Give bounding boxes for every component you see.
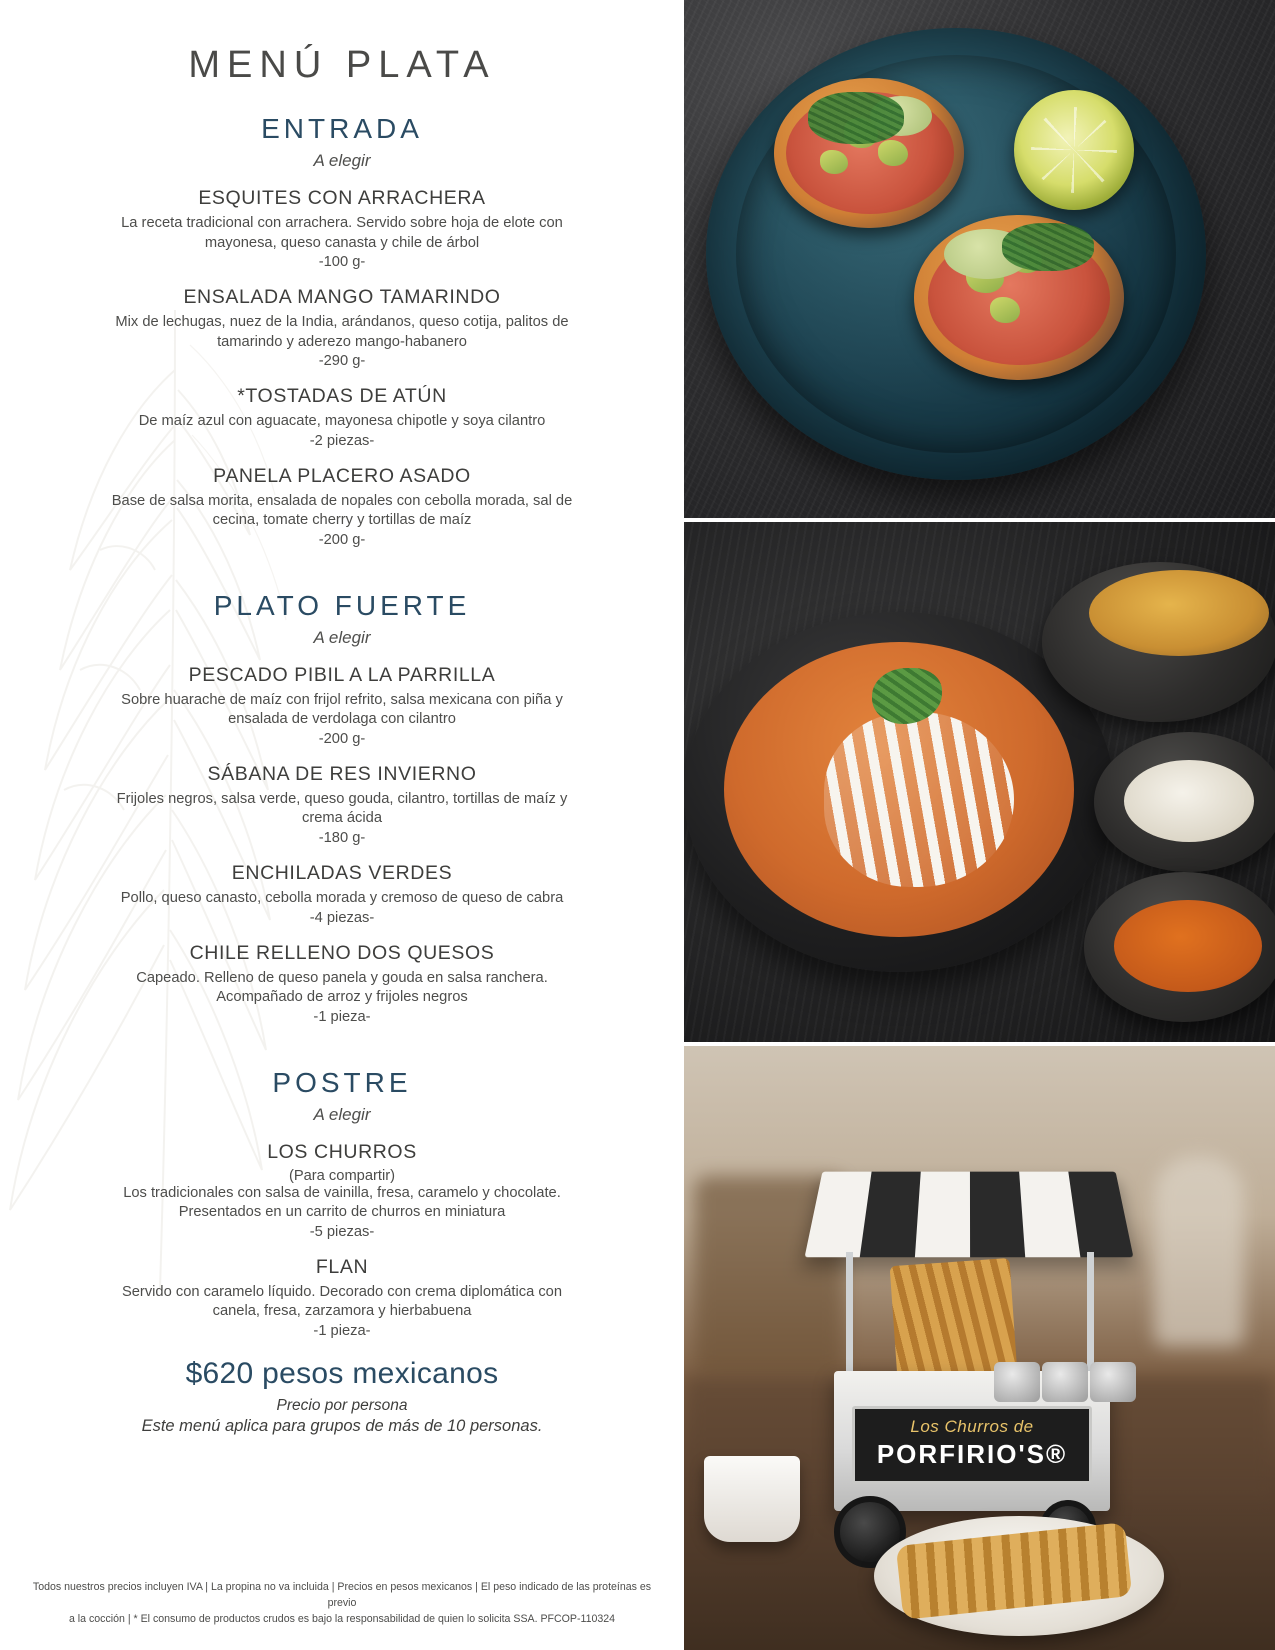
dish-name: *TOSTADAS DE ATÚN [237,385,447,408]
dish-item [60,1141,624,1240]
avocado-cube [878,140,908,166]
section-subheading: A elegir [313,151,371,170]
dish-name: ENSALADA MANGO TAMARINDO [183,286,501,309]
sauce-pot [1042,1362,1088,1402]
dish-item [60,763,624,846]
dish-quantity: -200 g- [318,531,366,548]
dish-name: FLAN [315,1255,369,1278]
dish-quantity: -100 g- [318,254,366,271]
background-wine-glass [1154,1156,1244,1346]
section-entrada [60,113,624,548]
tortillas [1089,570,1269,656]
dish-description: Base de salsa morita, ensalada de nopales con cebolla morada, sal de cecina, tomate cherry y tortillas de maíz [111,492,573,529]
crema-drizzle [824,712,1014,887]
photo-soup-and-molcajetes [684,522,1275,1042]
lime-half [1014,90,1134,210]
coffee-cup [704,1456,800,1542]
price-note-group: Este menú aplica para grupos de más de 10 personas. [141,1416,543,1435]
dish-item [60,187,624,270]
dish-description: Frijoles negros, salsa verde, queso gouda, cilantro, tortillas de maíz y crema ácida [116,790,568,827]
dish-note: (Para compartir) [288,1167,396,1184]
dish-name: LOS CHURROS [267,1140,417,1163]
dish-name: ESQUITES CON ARRACHERA [198,187,486,209]
dish-name: ENCHILADAS VERDES [231,862,453,885]
avocado-cube [990,297,1020,323]
dish-quantity: -1 pieza- [313,1008,371,1025]
cart-canopy [805,1172,1134,1258]
photo-churro-cart [684,1046,1275,1650]
dish-name: SÁBANA DE RES INVIERNO [207,762,477,785]
dish-name: PESCADO PIBIL A LA PARRILLA [188,663,496,686]
dish-description: Servido con caramelo líquido. Decorado con crema diplomática con canela, fresa, zarzamora y hierbabuena [121,1283,563,1320]
section-heading: POSTRE [272,1066,412,1098]
dish-item [60,286,624,369]
cart-sign [852,1406,1092,1484]
dish-item [60,942,624,1025]
legal-line-2: a la cocción | * El consumo de productos crudos es bajo la responsabilidad de quien lo solicita SSA. PFCOP-110324 [68,1613,616,1626]
dish-quantity: -1 pieza- [313,1322,371,1339]
churro-cart [804,1166,1134,1556]
dish-description: De maíz azul con aguacate, mayonesa chipotle y soya cilantro [138,413,546,430]
cart-sign-line-2: PORFIRIO'S® [876,1439,1068,1469]
page-title: MENÚ PLATA [188,44,496,86]
dish-description: Capeado. Relleno de queso panela y gouda en salsa ranchera. Acompañado de arroz y frijoles negros [136,969,548,1006]
dish-item [60,862,624,926]
dish-description: Mix de lechugas, nuez de la India, arándanos, queso cotija, palitos de tamarindo y aderezo mango-habanero [115,314,569,350]
dish-item [60,465,624,548]
dish-item [60,385,624,449]
menu-content [0,0,684,1436]
sauce-pot [1090,1362,1136,1402]
legal-disclaimer [30,1580,654,1628]
tostada-2 [914,215,1124,380]
dish-description: Sobre huarache de maíz con frijol refrito, salsa mexicana con piña y ensalada de verdolaga con cilantro [121,691,563,728]
dish-description: Pollo, queso canasto, cebolla morada y cremoso de queso de cabra [120,890,564,907]
dish-quantity: -5 piezas- [309,1223,375,1240]
tomato-soup [724,642,1074,937]
section-subheading: A elegir [313,1104,371,1124]
legal-line-1: Todos nuestros precios incluyen IVA | La propina no va incluida | Precios en pesos mexicanos | El peso indicado de las proteínas es previo [32,1581,652,1610]
herb-garnish [1002,223,1094,271]
price-amount: $620 pesos mexicanos [185,1356,499,1390]
photo-column [684,0,1275,1650]
dish-name: CHILE RELLENO DOS QUESOS [189,941,495,964]
section-heading: PLATO FUERTE [213,589,471,621]
rice-side [1114,900,1262,992]
cart-sign-line-1: Los Churros de [910,1417,1034,1436]
dish-name: PANELA PLACERO ASADO [213,464,471,487]
tostada-1 [774,78,964,228]
section-heading: ENTRADA [261,113,423,144]
crumbled-cheese [1124,760,1254,842]
photo-tuna-tostadas [684,0,1275,518]
sauce-pot [994,1362,1040,1402]
dish-quantity: -200 g- [318,730,366,747]
price-note-per-person: Precio por persona [276,1396,408,1414]
dish-description: Los tradicionales con salsa de vainilla, fresa, caramelo y chocolate. Presentados en un carrito de churros en miniatura [123,1184,561,1221]
dish-quantity: -4 piezas- [309,909,375,926]
avocado-cube [820,150,848,174]
dish-quantity: -290 g- [318,353,366,370]
section-subheading: A elegir [313,627,371,647]
dish-item [60,664,624,747]
dish-item [60,1256,624,1339]
herb-garnish [808,92,904,144]
dish-description: La receta tradicional con arrachera. Servido sobre hoja de elote con mayonesa, queso canasta y chile de árbol [121,215,563,251]
dish-quantity: -180 g- [318,830,366,847]
section-postre [60,1067,624,1339]
dish-quantity: -2 piezas- [309,432,375,449]
section-plato-fuerte [60,590,624,1025]
